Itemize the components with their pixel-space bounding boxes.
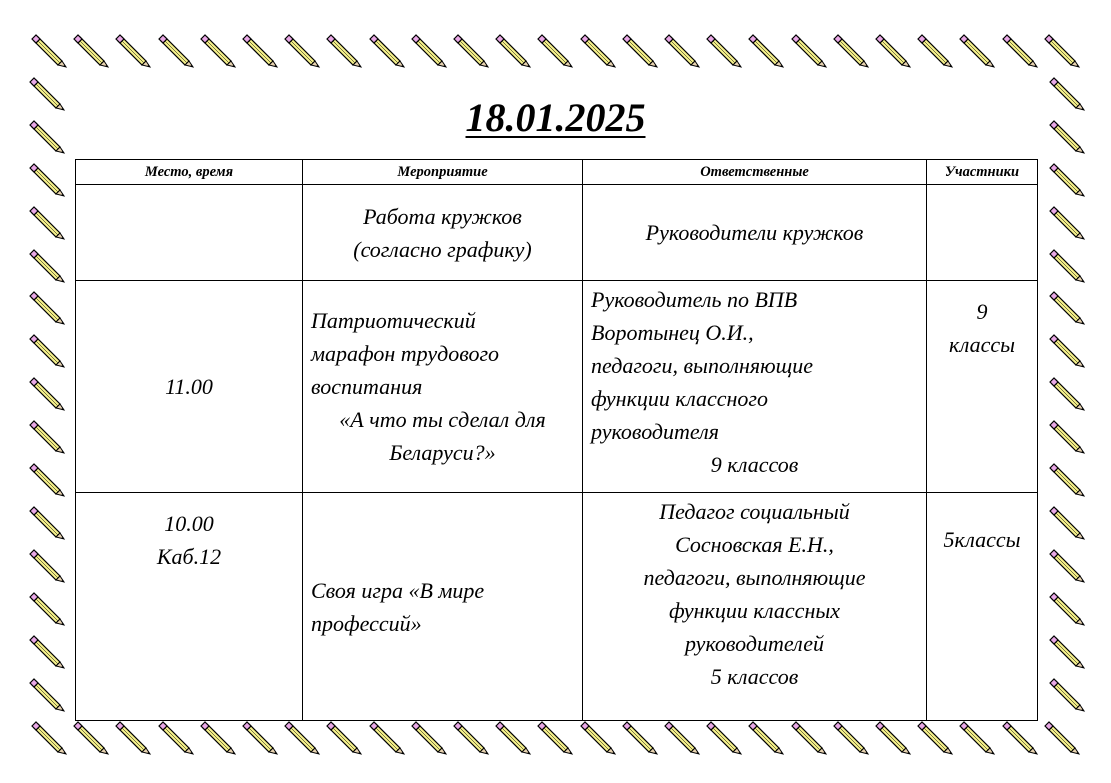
pencil-icon: [745, 716, 785, 756]
responsible-line: руководителей: [684, 631, 825, 656]
pencil-icon: [914, 29, 954, 69]
participants-line: 5классы: [943, 527, 1021, 552]
responsible-line: педагоги, выполняющие: [591, 353, 814, 378]
table-row: [76, 281, 1038, 493]
pencil-icon: [1046, 372, 1086, 412]
responsible-line: Руководитель по ВПВ: [591, 287, 798, 312]
pencil-icon: [1046, 158, 1086, 198]
pencil-icon: [112, 29, 152, 69]
pencil-icon: [155, 716, 195, 756]
pencil-icon: [197, 29, 237, 69]
cell-time: [76, 281, 303, 493]
responsible-line: Воротынец О.И.,: [591, 320, 754, 345]
pencil-icon: [323, 716, 363, 756]
pencil-icon: [26, 244, 66, 284]
pencil-icon: [1041, 716, 1081, 756]
pencil-icon: [366, 716, 406, 756]
pencil-icon: [1046, 329, 1086, 369]
event-line: (согласно графику): [353, 236, 532, 262]
responsible-line: 5 классов: [710, 664, 799, 689]
pencil-icon: [450, 29, 490, 69]
event-line: Беларуси?»: [389, 440, 496, 465]
pencil-icon: [1046, 458, 1086, 498]
header-responsible: Ответственные: [583, 160, 927, 185]
pencil-icon: [28, 29, 68, 69]
pencil-icon: [26, 673, 66, 713]
cell-event: [303, 281, 583, 493]
event-line: воспитания: [311, 374, 423, 399]
table-header-row: [76, 160, 1038, 185]
responsible-line: 9 классов: [710, 452, 799, 477]
pencil-icon: [577, 29, 617, 69]
pencil-icon: [26, 286, 66, 326]
event-line: Своя игра «В мире: [311, 577, 485, 603]
pencil-icon: [703, 716, 743, 756]
pencil-icon: [26, 329, 66, 369]
table-row: [76, 493, 1038, 721]
table-row: [76, 185, 1038, 281]
pencil-icon: [1046, 630, 1086, 670]
pencil-icon: [1046, 244, 1086, 284]
pencil-icon: [914, 716, 954, 756]
pencil-icon: [197, 716, 237, 756]
pencil-icon: [408, 716, 448, 756]
pencil-icon: [661, 716, 701, 756]
cell-responsible: [583, 185, 927, 281]
pencil-icon: [661, 29, 701, 69]
pencil-icon: [872, 29, 912, 69]
pencil-icon: [1046, 201, 1086, 241]
responsible-line: функции классного: [591, 386, 768, 411]
pencil-icon: [1046, 286, 1086, 326]
responsible-line: Сосновская Е.Н.,: [675, 532, 834, 557]
pencil-icon: [956, 716, 996, 756]
pencil-icon: [28, 716, 68, 756]
pencil-icon: [26, 630, 66, 670]
pencil-icon: [281, 29, 321, 69]
pencil-icon: [1046, 501, 1086, 541]
responsible-line: функции классных: [668, 598, 841, 623]
cell-participants: [927, 281, 1038, 493]
pencil-icon: [492, 716, 532, 756]
event-line: марафон трудового: [311, 341, 500, 366]
cell-time: [76, 493, 303, 721]
responsible-line: педагоги, выполняющие: [643, 565, 866, 590]
time-line: 10.00: [164, 511, 214, 536]
pencil-icon: [26, 158, 66, 198]
pencil-icon: [70, 716, 110, 756]
cell-responsible: [583, 493, 927, 721]
responsible-line: руководителя: [591, 419, 719, 444]
pencil-icon: [534, 29, 574, 69]
pencil-icon: [26, 415, 66, 455]
time-line: 11.00: [165, 374, 213, 399]
cell-participants: [927, 493, 1038, 721]
responsible-line: Педагог социальный: [659, 499, 850, 524]
pencil-icon: [366, 29, 406, 69]
pencil-icon: [577, 716, 617, 756]
pencil-icon: [830, 29, 870, 69]
pencil-icon: [26, 372, 66, 412]
cell-event: [303, 493, 583, 721]
event-line: Патриотический: [311, 308, 476, 333]
pencil-icon: [26, 201, 66, 241]
pencil-icon: [239, 29, 279, 69]
pencil-icon: [1041, 29, 1081, 69]
pencil-icon: [492, 29, 532, 69]
pencil-icon: [155, 29, 195, 69]
pencil-icon: [1046, 415, 1086, 455]
pencil-icon: [999, 29, 1039, 69]
pencil-icon: [619, 29, 659, 69]
pencil-icon: [534, 716, 574, 756]
pencil-icon: [788, 716, 828, 756]
pencil-icon: [1046, 587, 1086, 627]
pencil-icon: [70, 29, 110, 69]
cell-responsible: [583, 281, 927, 493]
pencil-icon: [26, 501, 66, 541]
pencil-icon: [323, 29, 363, 69]
pencil-icon: [26, 458, 66, 498]
event-line: Работа кружков: [363, 203, 522, 229]
pencil-icon: [703, 29, 743, 69]
responsible-line: Руководители кружков: [645, 220, 864, 245]
cell-time: [76, 185, 303, 281]
pencil-icon: [1046, 673, 1086, 713]
event-line: профессий»: [311, 610, 422, 636]
participants-line: классы: [948, 332, 1016, 357]
pencil-icon: [408, 29, 448, 69]
participants-line: 9: [976, 299, 988, 324]
page-title: 18.01.2025: [465, 95, 646, 140]
pencil-icon: [999, 716, 1039, 756]
pencil-icon: [956, 29, 996, 69]
header-event: Мероприятие: [303, 160, 583, 185]
pencil-icon: [745, 29, 785, 69]
pencil-icon: [112, 716, 152, 756]
cell-participants: [927, 185, 1038, 281]
pencil-icon: [281, 716, 321, 756]
header-participants: Участники: [927, 160, 1038, 185]
time-line: Каб.12: [156, 544, 222, 569]
event-line: «А что ты сделал для: [339, 407, 546, 432]
pencil-icon: [450, 716, 490, 756]
pencil-icon: [1046, 544, 1086, 584]
schedule-table: [75, 159, 1038, 721]
pencil-icon: [830, 716, 870, 756]
pencil-icon: [619, 716, 659, 756]
pencil-icon: [239, 716, 279, 756]
header-place-time: Место, время: [76, 160, 303, 185]
cell-event: [303, 185, 583, 281]
pencil-icon: [788, 29, 828, 69]
pencil-icon: [26, 587, 66, 627]
pencil-icon: [26, 544, 66, 584]
pencil-icon: [872, 716, 912, 756]
